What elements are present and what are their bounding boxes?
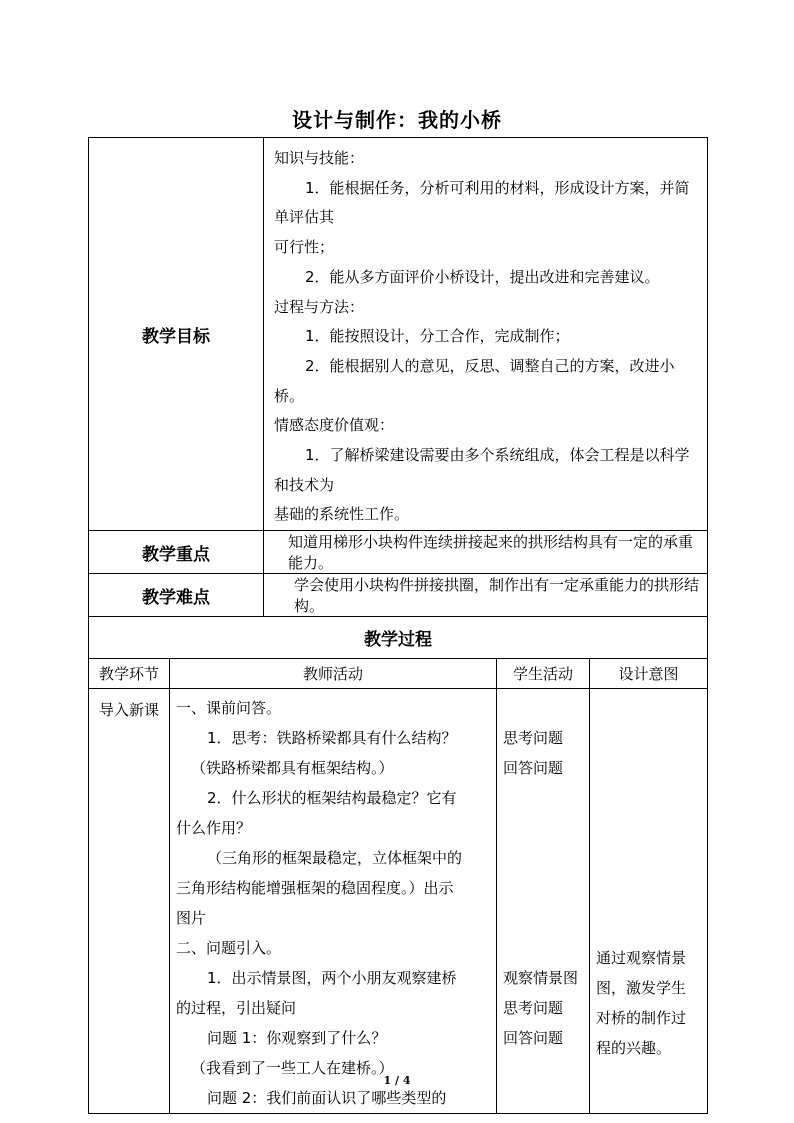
student-activity-line [503,903,585,933]
header-stage: 教学环节 [89,659,170,689]
objective-line: 情感态度价值观： [274,416,395,435]
student-activity-line [503,933,585,963]
stage-cell: 导入新课 [89,689,170,1114]
teacher-activity-line: 一、课前问答。 [176,699,282,718]
teacher-activity-line: 二、问题引入。 [176,939,282,958]
student-activity-line: 回答问题 [503,759,564,778]
objectives-label: 教学目标 [89,138,264,531]
objectives-row [89,138,708,531]
objective-line: 2．能从多方面评价小桥设计，提出改进和完善建议。 [305,267,660,286]
key-points-text: 知道用梯形小块构件连续拼接起来的拱形结构具有一定的承重能力。 [264,531,708,574]
objective-line: 2．能根据别人的意见，反思、调整自己的方案，改进小桥。 [274,356,675,405]
teacher-activity-line: 图片 [176,909,207,928]
objective-line: 可行性； [274,238,335,257]
student-activity-line [503,813,585,843]
lesson-plan-table [88,137,708,1114]
process-title: 教学过程 [89,617,708,659]
page-number: 1 / 4 [383,1074,411,1087]
student-activity-cell [497,689,590,1114]
difficulties-label: 教学难点 [89,574,264,617]
teacher-activity-line: 1．思考：铁路桥梁都具有什么结构？ [207,729,457,748]
teacher-activity-line: 三角形结构能增强框架的稳固程度。）出示 [176,879,454,898]
teacher-activity-line: 什么作用？ [176,819,252,838]
teacher-activity-line: （我看到了一些工人在建桥。） [191,1059,394,1078]
key-points-row [89,531,708,574]
teacher-activity-line: 的过程，引出疑问 [176,999,297,1018]
difficulties-text: 学会使用小块构件拼接拱圈，制作出有一定承重能力的拱形结构。 [264,574,708,617]
objective-line: 知识与技能： [274,149,365,167]
key-points-label: 教学重点 [89,531,264,574]
design-intent-line: 对桥的制作过 [596,1009,687,1028]
teacher-activity-line: 2．什么形状的框架结构最稳定？它有 [207,789,457,808]
teacher-activity-line: 问题 2：我们前面认识了哪些类型的 [207,1089,447,1108]
header-intent: 设计意图 [590,659,708,689]
process-body-row [89,689,708,1114]
design-intent-line: 通过观察情景 [596,949,687,968]
objective-line: 基础的系统性工作。 [274,505,410,524]
student-activity-line: 回答问题 [503,1029,564,1048]
design-intent-cell [590,689,708,1114]
objectives-content [264,138,708,531]
student-activity-line: 思考问题 [503,999,564,1018]
teacher-activity-line: （铁路桥梁都具有框架结构。） [191,759,394,778]
process-title-row [89,617,708,659]
objective-line: 1．了解桥梁建设需要由多个系统组成，体会工程是以科学和技术为 [274,446,690,494]
design-intent-line: 程的兴趣。 [596,1039,672,1058]
student-activity-line [503,843,585,873]
header-teacher: 教师活动 [170,659,497,689]
student-activity-line: 观察情景图 [503,969,579,988]
student-activity-line [503,783,585,813]
teacher-activity-line: 问题 1：你观察到了什么？ [207,1029,387,1048]
student-activity-line [503,873,585,903]
student-activity-line: 思考问题 [503,729,564,748]
teacher-activity-line: （三角形的框架最稳定，立体框架中的 [207,849,463,868]
design-intent-line: 图，激发学生 [596,979,687,998]
header-student: 学生活动 [497,659,590,689]
objective-line: 过程与方法： [274,297,365,316]
teacher-activity-line: 1．出示情景图，两个小朋友观察建桥 [207,969,457,988]
difficulties-row [89,574,708,617]
page-title: 设计与制作：我的小桥 [292,108,502,132]
teacher-activity-cell [170,689,497,1114]
objective-line: 1．能根据任务，分析可利用的材料，形成设计方案，并简单评估其 [274,178,690,227]
objective-line: 1．能按照设计，分工合作，完成制作； [305,327,570,346]
process-header-row [89,659,708,689]
